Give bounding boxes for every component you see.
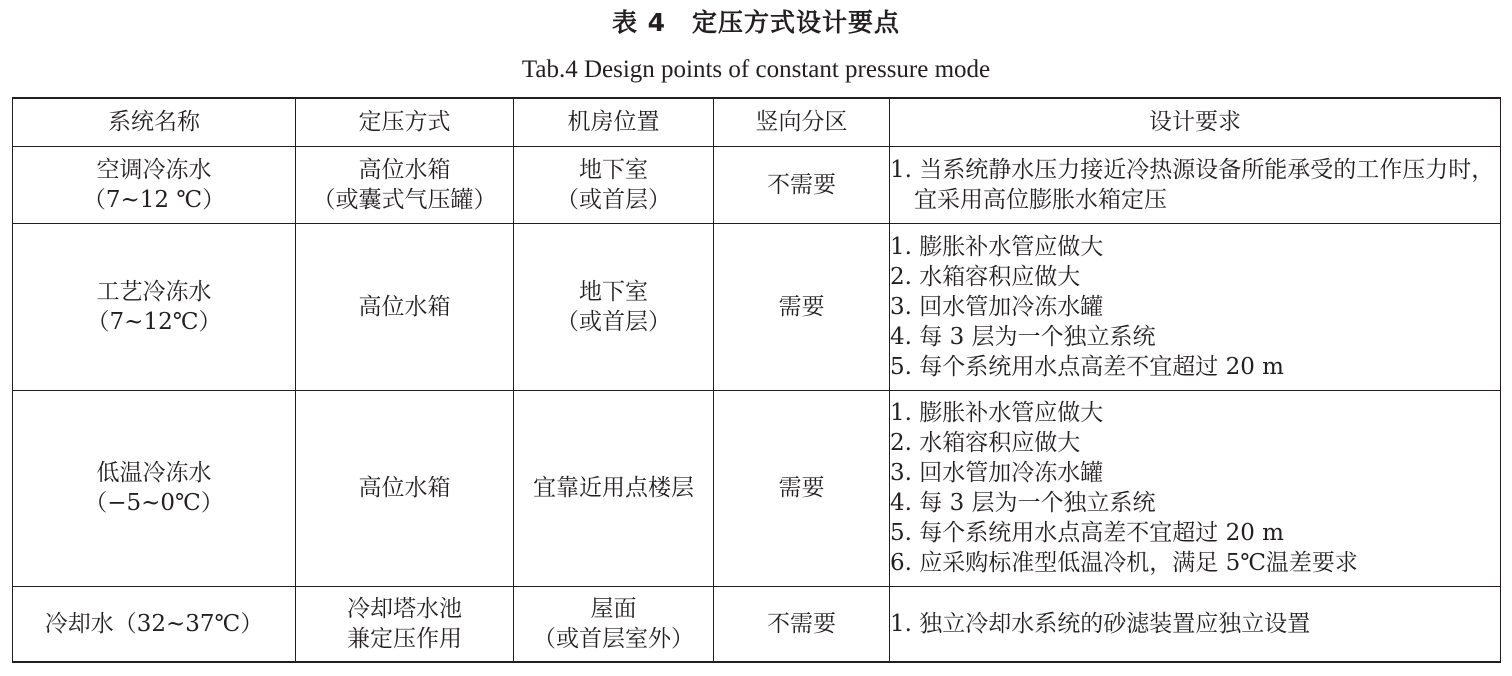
cell-pressure-mode <box>296 586 514 662</box>
cell-line: （7~12 ℃） <box>82 186 226 213</box>
requirement-item: 3. 回水管加冷冻水罐 <box>890 293 1104 320</box>
cell-system-name <box>13 390 296 586</box>
cell-line: 宜靠近用点楼层 <box>533 475 694 501</box>
cell-room-location <box>514 586 714 662</box>
cell-pressure-mode <box>296 146 514 223</box>
cell-line: 空调冷冻水 <box>96 156 212 183</box>
cell-line: （或首层） <box>556 308 671 335</box>
table-row <box>13 223 1501 390</box>
cell-pressure-mode <box>296 223 514 390</box>
cell-pressure-mode <box>296 390 514 586</box>
cell-line: 地下室 <box>579 156 648 183</box>
header-design-requirements: 设计要求 <box>890 98 1501 146</box>
cell-line: （7~12℃） <box>86 308 222 335</box>
header-row <box>13 98 1501 146</box>
cell-room-location <box>514 390 714 586</box>
cell-line: 屋面 <box>590 595 637 622</box>
design-points-table <box>12 97 1501 663</box>
requirement-item: 5. 每个系统用水点高差不宜超过 20 m <box>890 520 1284 546</box>
cell-design-requirements <box>890 586 1501 662</box>
cell-line: 兼定压作用 <box>347 625 462 652</box>
cell-system-name <box>13 223 296 390</box>
requirement-item: 5. 每个系统用水点高差不宜超过 20 m <box>890 353 1284 380</box>
table-row <box>13 146 1501 223</box>
requirement-item: 1. 独立冷却水系统的砂滤装置应独立设置 <box>890 610 1311 637</box>
cell-design-requirements <box>890 223 1501 390</box>
cell-line: 高位水箱 <box>358 293 451 320</box>
table-row <box>13 390 1501 586</box>
requirement-item: 6. 应采购标准型低温冷机，满足 5℃温差要求 <box>890 550 1358 576</box>
cell-line: 冷却塔水池 <box>347 595 462 622</box>
cell-room-location <box>514 223 714 390</box>
requirement-item: 2. 水箱容积应做大 <box>890 430 1081 456</box>
requirement-item: 1. 膨胀补水管应做大 <box>890 233 1104 260</box>
cell-line: 低温冷冻水 <box>96 460 212 486</box>
cell-line: 地下室 <box>579 278 648 305</box>
cell-vertical-zoning: 不需要 <box>714 146 890 223</box>
cell-vertical-zoning: 需要 <box>714 223 890 390</box>
header-pressure-mode: 定压方式 <box>296 98 514 146</box>
table-row <box>13 586 1501 662</box>
cell-line: 高位水箱 <box>358 475 451 501</box>
requirement-item: 2. 水箱容积应做大 <box>890 263 1081 290</box>
cell-line: （或囊式气压罐） <box>312 186 497 213</box>
cell-system-name <box>13 586 296 662</box>
cell-vertical-zoning: 不需要 <box>714 586 890 662</box>
header-system-name: 系统名称 <box>13 98 296 146</box>
requirement-item: 4. 每 3 层为一个独立系统 <box>890 323 1156 350</box>
table-title-cn: 表 4 定压方式设计要点 <box>611 8 901 37</box>
cell-line: （或首层） <box>556 186 671 213</box>
header-room-location: 机房位置 <box>514 98 714 146</box>
cell-system-name <box>13 146 296 223</box>
cell-design-requirements <box>890 390 1501 586</box>
cell-room-location <box>514 146 714 223</box>
header-vertical-zoning: 竖向分区 <box>714 98 890 146</box>
cell-design-requirements <box>890 146 1501 223</box>
cell-line: 高位水箱 <box>358 156 451 183</box>
cell-line: 冷却水（32~37℃） <box>44 610 264 637</box>
requirement-item: 1. 当系统静水压力接近冷热源设备所能承受的工作压力时，宜采用高位膨胀水箱定压 <box>890 156 1495 213</box>
requirement-item: 1. 膨胀补水管应做大 <box>890 400 1104 426</box>
cell-line: （或首层室外） <box>533 625 694 652</box>
cell-line: 工艺冷冻水 <box>96 278 212 305</box>
requirement-item: 3. 回水管加冷冻水罐 <box>890 460 1104 486</box>
cell-line: （−5~0℃） <box>84 490 224 516</box>
table-title-en: Tab.4 Design points of constant pressure mode <box>521 56 991 83</box>
cell-vertical-zoning: 需要 <box>714 390 890 586</box>
requirement-item: 4. 每 3 层为一个独立系统 <box>890 490 1156 516</box>
